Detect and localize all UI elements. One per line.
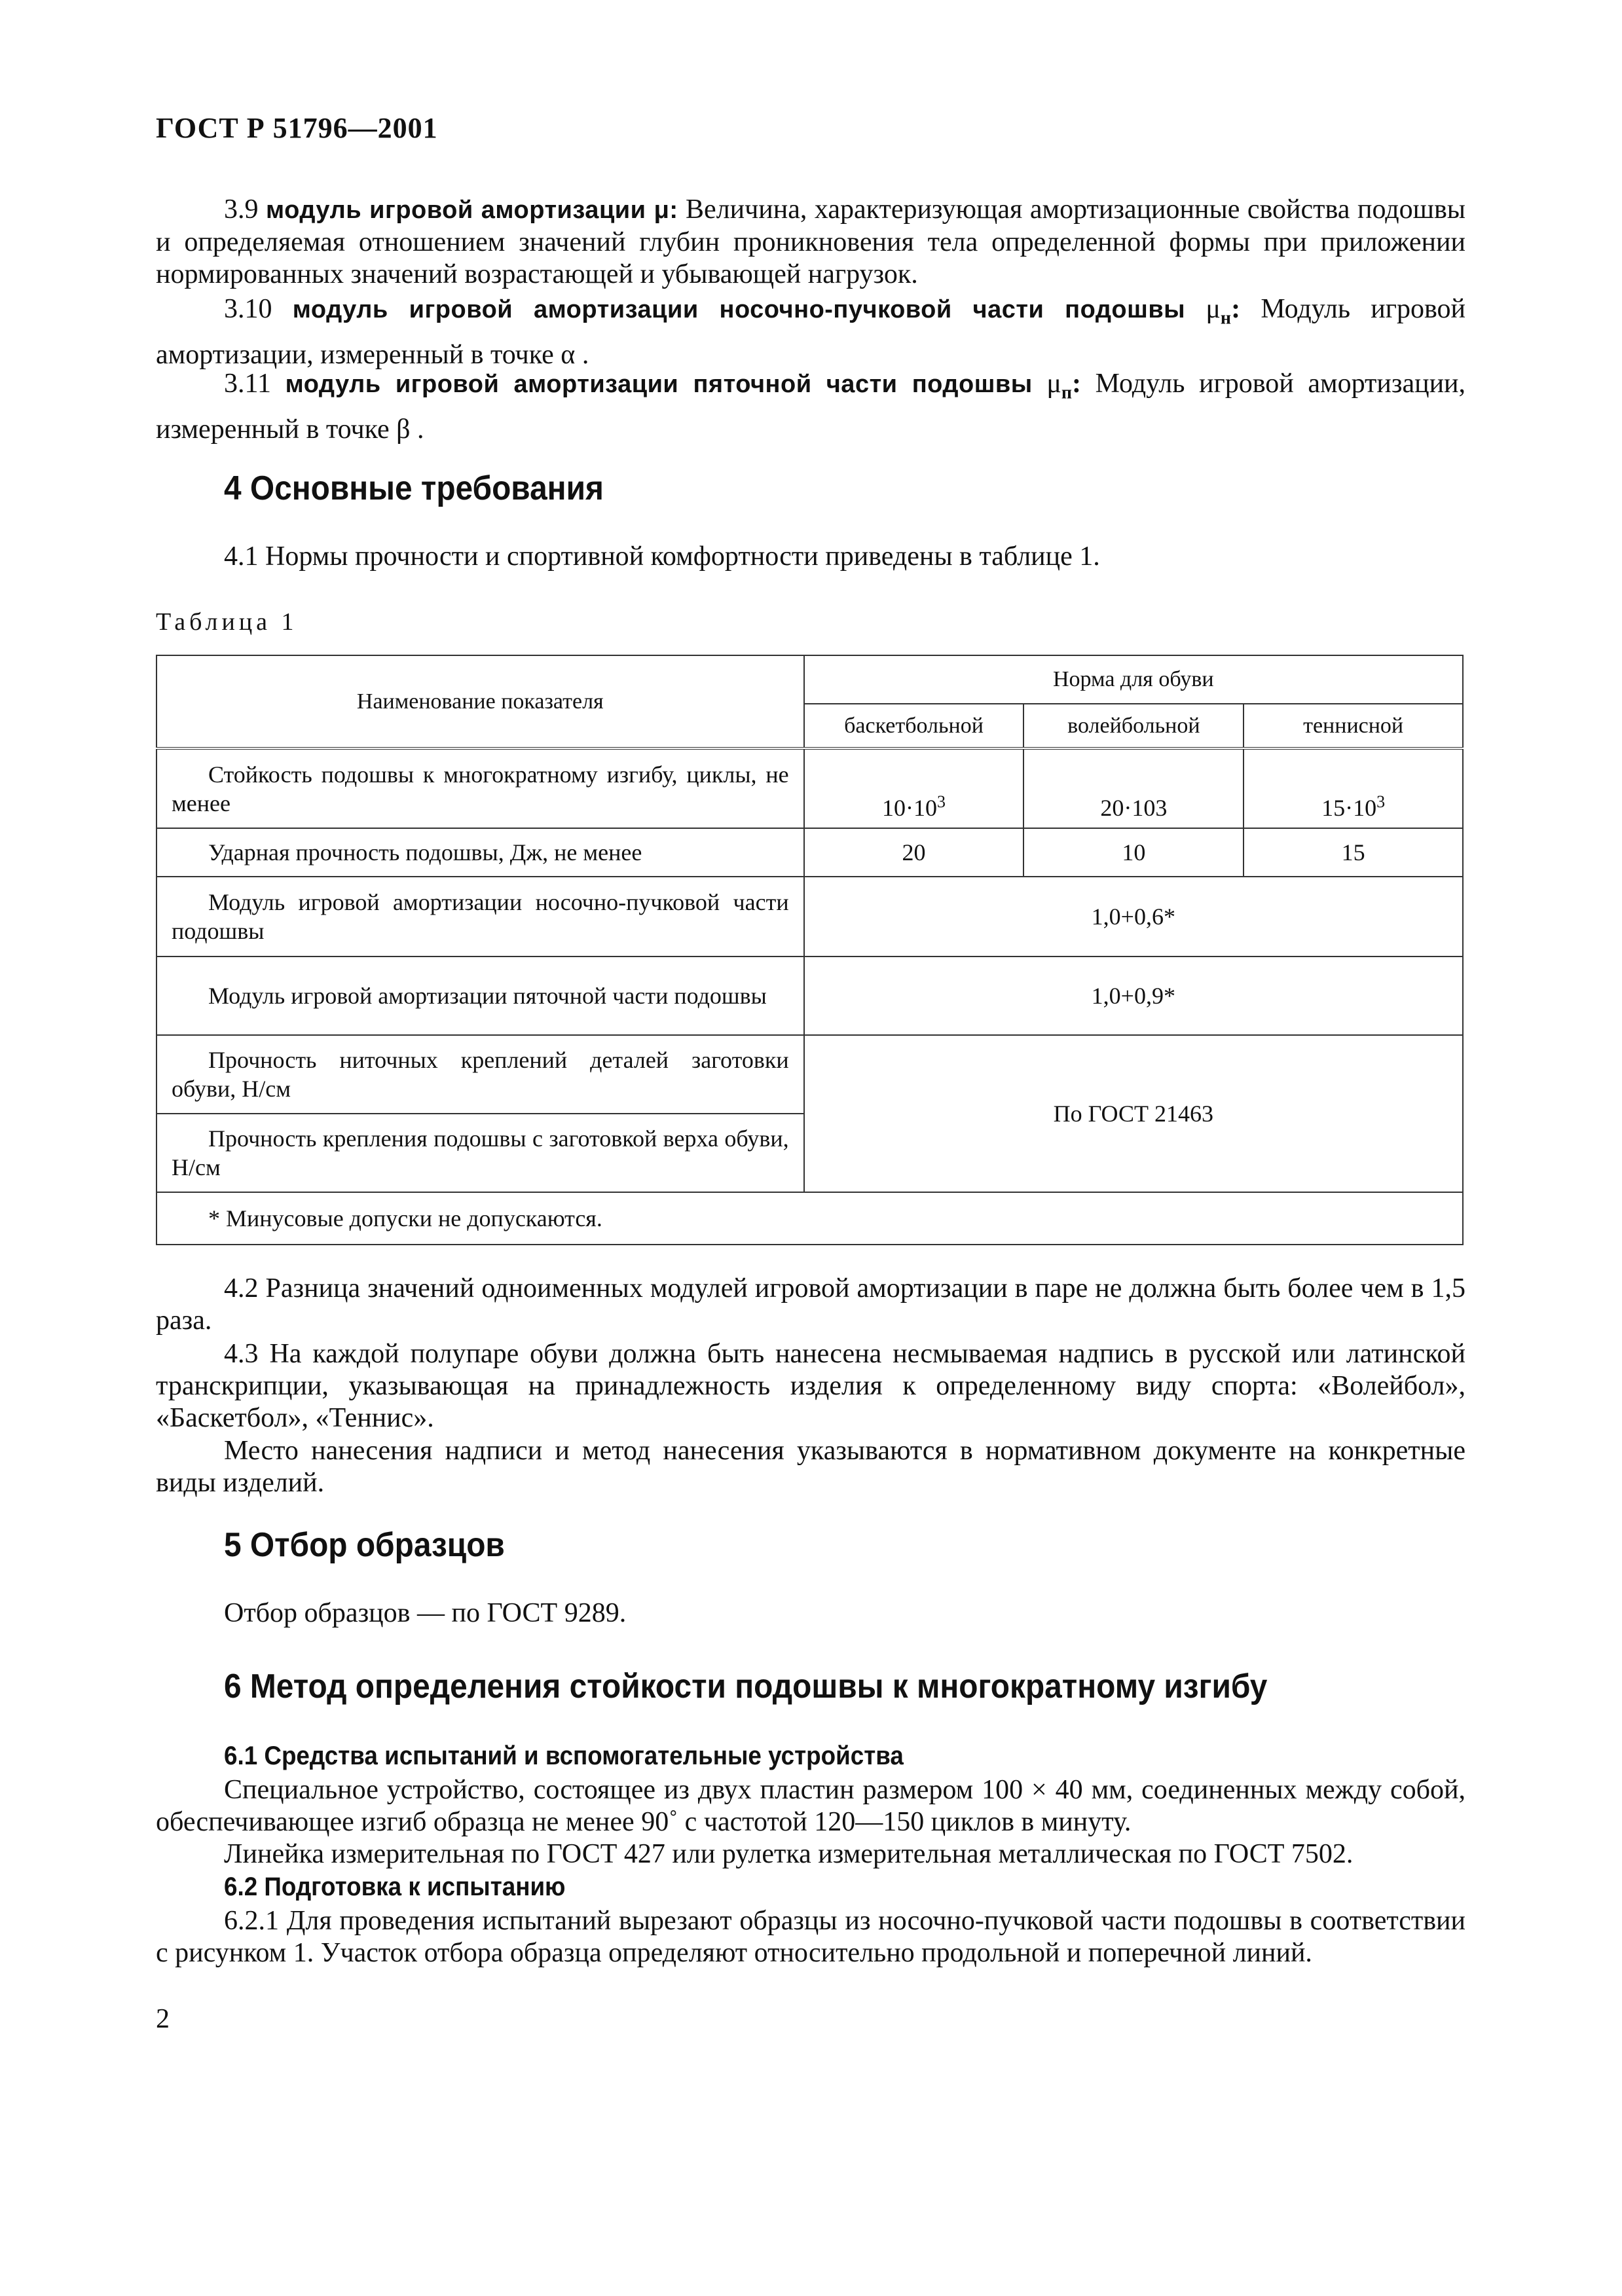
clause-number: 3.11 (224, 369, 271, 399)
row-name: Модуль игровой амортизации носочно-пучковой части подошвы (157, 877, 804, 957)
row-name: Прочность ниточных креплений деталей заготовки обуви, Н/см (157, 1035, 804, 1114)
table-cell (804, 748, 1024, 828)
col-header-basketball: баскетбольной (804, 704, 1024, 748)
col-header-name: Наименование показателя (157, 655, 804, 748)
col-header-volleyball: волейбольной (1023, 704, 1244, 748)
clause-3-10 (156, 291, 1465, 373)
col-header-tennis: теннисной (1244, 704, 1463, 748)
row-name: Ударная прочность подошвы, Дж, не менее (157, 828, 804, 877)
mu-symbol: μ (1206, 294, 1221, 324)
table-cell: По ГОСТ 21463 (804, 1035, 1463, 1192)
section-5-text: Отбор образцов — по ГОСТ 9289. (224, 1598, 627, 1628)
cell-value: 15·10 (1321, 795, 1377, 821)
table-cell: 10 (1023, 828, 1244, 877)
clause-term: модуль игровой амортизации пяточной части подошвы (285, 371, 1033, 398)
page-number: 2 (156, 2004, 170, 2034)
cell-exponent: 3 (937, 792, 946, 811)
table-cell: 1,0+0,9* (804, 957, 1463, 1035)
colon: : (1072, 369, 1082, 399)
section-6-title: 6 Метод определения стойкости подошвы к многократному изгибу (224, 1667, 1268, 1705)
section-4-title: 4 Основные требования (224, 469, 604, 507)
clause-4-3: 4.3 На каждой полупаре обуви должна быть нанесена несмываемая надпись в русской или латинской транскрипции, указывающая на принадлежность изделия к определенному виду спорта: «Волейбол», «Баскетбол», «Теннис». (156, 1339, 1465, 1433)
clause-number: 3.10 (224, 294, 272, 324)
clause-text: Величина, характеризующая амортизационные свойства подошвы и определяемая отношением значений глубин проникновения тела определенной формы при приложении нормированных значений возрастающей и убывающей нагрузок. (156, 194, 1465, 289)
mu-subscript: п (1061, 382, 1073, 403)
mu-symbol: μ (1046, 369, 1061, 399)
table-caption: Таблица 1 (156, 608, 298, 636)
requirements-table (156, 655, 1464, 1245)
table-cell: 1,0+0,6* (804, 877, 1463, 957)
clause-6-2-1: 6.2.1 Для проведения испытаний вырезают образцы из носочно-пучковой части подошвы в соответствии с рисунком 1. Участок отбора образца определяют относительно продольной и поперечной линий. (156, 1906, 1465, 1968)
clause-6-1-ruler: Линейка измерительная по ГОСТ 427 или рулетка измерительная металлическая по ГОСТ 7502. (224, 1839, 1354, 1869)
row-name: Стойкость подошвы к многократному изгибу, циклы, не менее (157, 748, 804, 828)
clause-term: модуль игровой амортизации носочно-пучковой части подошвы (292, 296, 1186, 323)
col-header-norm: Норма для обуви (804, 655, 1463, 704)
clause-4-2: 4.2 Разница значений одноименных модулей игровой амортизации в паре не должна быть более чем в 1,5 раза. (156, 1273, 1465, 1336)
row-name: Прочность крепления подошвы с заготовкой верха обуви, Н/см (157, 1114, 804, 1192)
section-5-title: 5 Отбор образцов (224, 1526, 505, 1564)
clause-4-3-note: Место нанесения надписи и метод нанесения указываются в нормативном документе на конкретные виды изделий. (156, 1436, 1465, 1498)
document-header: ГОСТ Р 51796—2001 (156, 112, 438, 144)
clause-3-11 (156, 365, 1465, 448)
colon: : (1231, 294, 1241, 324)
table-footnote: * Минусовые допуски не допускаются. (157, 1192, 1463, 1245)
row-name: Модуль игровой амортизации пяточной части подошвы (157, 957, 804, 1035)
cell-value: 10·10 (882, 795, 938, 821)
table-cell: 20·103 (1023, 748, 1244, 828)
clause-number: 3.9 (224, 194, 259, 225)
table-cell: 15 (1244, 828, 1463, 877)
mu-subscript: н (1220, 308, 1232, 329)
clause-3-9 (156, 194, 1465, 291)
clause-4-1: 4.1 Нормы прочности и спортивной комфортности приведены в таблице 1. (224, 541, 1100, 572)
table-cell: 20 (804, 828, 1024, 877)
cell-exponent: 3 (1376, 792, 1386, 811)
clause-text: Модуль игровой амортизации, измеренный в точке α . (156, 294, 1466, 371)
clause-6-1-device: Специальное устройство, состоящее из двух пластин размером 100 × 40 мм, соединенных между собой, обеспечивающее изгиб образца не менее 90˚ с частотой 120—150 циклов в минуту. (156, 1775, 1465, 1837)
subsection-6-1-title: 6.1 Средства испытаний и вспомогательные устройства (224, 1741, 904, 1770)
subsection-6-2-title: 6.2 Подготовка к испытанию (224, 1872, 566, 1901)
table-cell (1244, 748, 1463, 828)
clause-text: Модуль игровой амортизации, измеренный в точке β . (156, 369, 1466, 445)
clause-term: модуль игровой амортизации μ: (266, 196, 678, 224)
